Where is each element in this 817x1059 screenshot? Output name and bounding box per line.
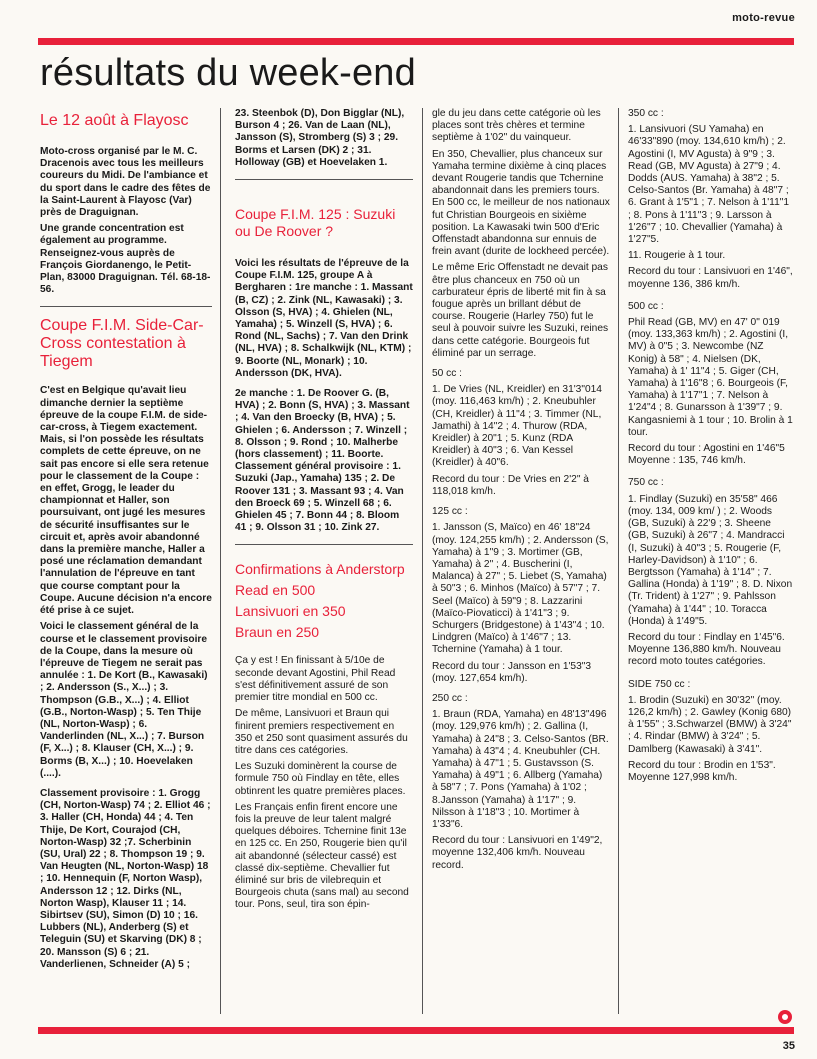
class-350-label: 350 cc : <box>628 108 664 119</box>
results-250: 1. Braun (RDA, Yamaha) en 48'13"496 (moy. 129,976 km/h) ; 2. Gallina (I, Yamaha) à 24"8 ; 3. Celso-Santos (BR. Yamaha) à 43"4 ; 4. Kneubuhler (CH. Yamaha) à 47"1 ; 5. Gustavsson (S. Yamaha) à 49"1 ; 6. Allberg (Yamaha) à 58"7 ; 7. Pons (Yamaha) à 1'02 ; 8.Jansson (Yamaha) à 1'17" ; 9. Nilsson à 1'18"3 ; 10. Mortimer à 1'33"6. <box>432 709 609 830</box>
para-tiegem-2: Voici le classement général de la course et le classement provisoire de la Coupe, dans la mesure où l'épreuve de Tiegem ne serait pas annulée : 1. De Kort (B., Kawasaki) ; 2. Andersson (S., X...) ; 3. Thompson (G.B., X...) ; 4. Elliot (G.B., Norton-Wasp) ; 5. Ten Thije (NL, Norton-Wasp) ; 6. Vanderlinden (NL, X...) ; 7. Burson (F, X...) ; 8. Klauser (CH, X...) ; 9. Borms (B, X...) ; 10. Hoevelaken (....). <box>40 621 208 779</box>
para-anderstorp-7: Le même Eric Offenstadt ne devait pas être plus chanceux en 750 où un carburateur épris de liberté mit fin à sa fougue après un brillant début de course. Rougerie (Harley 750) fut le seul à pouvoir suivre les Suzuki, reines dans cette catégorie. Bourgeois fut éliminé par un serrage. <box>432 262 609 359</box>
divider <box>235 179 413 180</box>
para-bergharen-2: 2e manche : 1. De Roover G. (B, HVA) ; 2. Bonn (S, HVA) ; 3. Massant ; 4. Van den Broecky (B, HVA) ; 5. Ghielen ; 6. Andersson ; 7. Winzell ; 8. Olsson ; 9. Rond ; 10. Malherbe (hors classement) ; 11. Boorte. Classement général provisoire : 1. Suzuki (Jap., Yamaha) 135 ; 2. De Roover 131 ; 3. Massant 93 ; 4. Van den Broeck 69 ; 5. Winzell 68 ; 6. Ghielen 45 ; 7. Bonn 44 ; 8. Bloom 41 ; 9. Olsson 31 ; 10. Zink 27. <box>235 388 410 534</box>
para-anderstorp-3: Les Suzuki dominèrent la course de formule 750 où Findlay en tête, elles obtinrent les quatre premières places. <box>235 761 406 797</box>
results-750: 1. Findlay (Suzuki) en 35'58" 466 (moy. 134, 009 km/ ) ; 2. Woods (GB, Suzuki) à 22'9 ; 3. Sheene (GB, Suzuki) à 26"7 ; 4. Mandracci (I, Suzuki) à 40"3 ; 5. Rougerie (F, Harley-Davidson) à 1'10" ; 6. Bergtsson (Yamaha) à 1'14" ; 7. Gallina (Honda) à 1'19" ; 8. D. Nixon (Tr. Trident) à 1'27" ; 9. Pahlsson (Yamaha) à 1'44" ; 10. Toracca (Honda) à 1'49"5. <box>628 493 793 627</box>
top-red-rule <box>38 38 794 45</box>
heading-flayosc: Le 12 août à Flayosc <box>40 112 189 129</box>
record-125: Record du tour : Jansson en 1'53"3 (moy. 127,654 km/h). <box>432 660 592 684</box>
class-side-label: SIDE 750 cc : <box>628 678 691 690</box>
magazine-name: moto-revue <box>732 12 795 24</box>
magazine-logo-icon <box>778 1010 792 1024</box>
column-3 <box>432 108 610 876</box>
para-classement-cont: 23. Steenbok (D), Don Bigglar (NL), Burson 4 ; 26. Van de Laan (NL), Jansson (S), Stromberg (S) 3 ; 29. Borms et Larsen (DK) 2 ; 31. Holloway (GB) et Hoevelaken 1. <box>235 108 405 168</box>
heading-coupe-125: Coupe F.I.M. 125 : Suzuki ou De Roover ? <box>235 206 396 240</box>
divider <box>235 544 413 545</box>
record-750: Record du tour : Findlay en 1'45"6. Moyenne 136,880 km/h. Nouveau record moto toutes catégories. <box>628 631 785 668</box>
para-anderstorp-2: De même, Lansivuori et Braun qui finirent premiers respectivement en 350 et 250 sont quasiment assurés du titre dans ces catégories. <box>235 708 408 756</box>
results-125: 1. Jansson (S, Maïco) en 46' 18"24 (moy. 124,255 km/h) ; 2. Andersson (S, Yamaha) à 1"9 ; 3. Mortimer (GB, Yamaha) à 2" ; 4. Buscherini (I, Malanca) à 27" ; 5. Liebet (S, Yamaha) à 50"3 ; 6. Minhos (Maïco) à 57"7 ; 7. Seel (Maïco) à 59"9 ; 8. Lazzarini (Maïco-Piovaticci) à 1'41"3 ; 9. Schurgers (Bridgestone) à 1'43"4 ; 10. Lindgren (Maïco) à 1'46"7 ; 13. Tchernine (Yamaha) à 1 tour. <box>432 522 609 656</box>
results-500: Phil Read (GB, MV) en 47' 0" 019 (moy. 133,363 km/h) ; 2. Agostini (I, MV) à 0"5 ; 3. Newcombe (NZ Konig) à 58" ; 4. Nielsen (DK, Yamaha) à 1' 11"4 ; 5. Giger (CH, Yamaha) à 1'16"8 ; 6. Bourgeois (F, Yamaha) à 1'17"1 ; 7. Nelson à 1'24"4 ; 8. Gunarsson à 1'39"7 ; 9. Kangasniemi à 1 tour ; 10. Brolin à 1 tour. <box>628 317 793 438</box>
divider <box>40 306 212 307</box>
class-250-label: 250 cc : <box>432 692 468 704</box>
bottom-red-rule <box>38 1027 794 1034</box>
class-125-label: 125 cc : <box>432 506 468 518</box>
para-bergharen-1: Voici les résultats de l'épreuve de la Coupe F.I.M. 125, groupe A à Bergharen : 1re manche : 1. Massant (B, CZ) ; 2. Zink (NL, Kawasaki) ; 3. Olsson (S, HVA) ; 4. Ghielen (NL, Yamaha) ; 5. Winzell (S, HVA) ; 6. Rond (NL, Sachs) ; 7. Van den Drink (NL, HVA) ; 8. Schalkwijk (NL, KTM) ; 9. Boorte (NL, Monark) ; 10. Andersson (DK, HVA). <box>235 258 413 379</box>
para-flayosc-2: Une grande concentration est également au programme. Renseignez-vous auprès de François Giordanengo, le Petit-Plan, 83000 Draguignan. Tél. 68-18-56. <box>40 223 211 296</box>
para-tiegem-3: Classement provisoire : 1. Grogg (CH, Norton-Wasp) 74 ; 2. Elliot 46 ; 3. Haller (CH, Honda) 44 ; 4. Ten Thije, De Kort, Courajod (CH, Norton-Wasp) 32 ;7. Scherbinin (SU, Ural) 22 ; 8. Thompson 19 ; 9. Van Heugten (NL, Norton-Wasp) 18 ; 10. Hennequin (F, Norton Wasp), Andersson 12 ; 12. Dirks (NL, Norton Wasp), Klauser 11 ; 14. Sibirtsev (SU), Simon (D) 10 ; 16. Lubbers (NL), Anderberg (S) et Teleguin (SU) et Skarving (DK) 8 ; 20. Mansson (S) 6 ; 21. Vanderlienen, Schneider (A) 5 ; <box>40 787 211 970</box>
page-title: résultats du week-end <box>40 52 416 94</box>
results-350: 1. Lansivuori (SU Yamaha) en 46'33"890 (moy. 134,610 km/h) ; 2. Agostini (I, MV Agusta) à 9"9 ; 3. Read (GB, MV Agusta) à 27"9 ; 4. Dodds (AUS. Yamaha) à 38"2 ; 5. Celso-Santos (Br. Yamaha) à 48"7 ; 6. Grant à 1'5"1 ; 7. Nelson à 1'11"1 ; 8. Pons à 1'11"3 ; 9. Larsson à 1'26"7 ; 10. Chevallier (Yamaha) à 1'27"5. <box>628 124 790 246</box>
column-4 <box>628 108 794 788</box>
para-anderstorp-6: En 350, Chevallier, plus chanceux sur Yamaha termine dixième à cinq places devant Rougerie tandis que Tchernine abandonnait dans les premiers tours. En 500 cc, le meilleur de nos nationaux fut Christian Bourgeois en sixième position. La Kawasaki twin 500 d'Eric Offenstadt abandonna sur ennuis de frein avant (durite de lockheed percée). <box>432 148 610 258</box>
results-50: 1. De Vries (NL, Kreidler) en 31'3"014 (moy. 116,463 km/h) ; 2. Kneubuhler (CH, Kreidler) à 11"4 ; 3. Timmer (NL, Jamathi) à 14"2 ; 4. Thurow (RDA, Kreidler) à 20"1 ; 5. Kunz (RDA Kreidler) à 40"3 ; 6. Van Kessel (Kreidler) à 40"6. <box>432 384 602 469</box>
para-anderstorp-1: Ça y est ! En finissant à 5/10e de seconde devant Agostini, Phil Read s'est définitivement assuré de son premier titre mondial en 500 cc. <box>235 655 396 704</box>
column-2 <box>235 108 413 916</box>
record-side: Record du tour : Brodin en 1'53". Moyenne 127,998 km/h. <box>628 759 776 783</box>
class-500-label: 500 cc : <box>628 300 664 312</box>
class-50-label: 50 cc : <box>432 368 463 380</box>
record-350: Record du tour : Lansivuori en 1'46", moyenne 136, 386 km/h. <box>628 266 793 290</box>
class-750-label: 750 cc : <box>628 477 664 489</box>
para-tiegem-1: C'est en Belgique qu'avait lieu dimanche dernier la septième épreuve de la coupe F.I.M. de side-car-cross, à Tiegem exactement. Mais, si l'on possède les résultats complets de cette épreuve, on ne sait pas encore si elle sera retenue pour le classement de la Coupe : en effet, Grogg, le leader du championnat et Haller, son poursuivant, ont jugé les mesures de sécurité insuffisantes sur le circuit et, après avoir abandonné dans la première manche, Haller a posé une réclamation demandant l'annulation de l'épreuve en tant que course comptant pour la Coupe. Aucune décision n'a encore été prise à ce sujet. <box>40 385 212 617</box>
column-rule-2 <box>422 108 423 1014</box>
heading-read: Read en 500 <box>235 582 316 599</box>
results-side: 1. Brodin (Suzuki) en 30'32" (moy. 126,2 km/h) ; 2. Gawley (Konig 680) à 1'55" ; 3.Schwarzel (BMW) à 3'24" ; 4. Rindar (BMW) à 3'24" ; 5. Damlberg (Kawasaki) à 3'41". <box>628 694 792 755</box>
para-anderstorp-5: gle du jeu dans cette catégorie où les places sont très chères et termine septième à 1'02" du vainqueur. <box>432 108 601 144</box>
para-flayosc-1: Moto-cross organisé par le M. C. Dracenois avec tous les meilleurs coureurs du Midi. De l'ambiance et du sport dans le cadre des fêtes de la Saint-Laurent à Flayosc (Var) près de Draguignan. <box>40 146 211 219</box>
record-500: Record du tour : Agostini en 1'46"5 Moyenne : 135, 746 km/h. <box>628 443 785 467</box>
record-250: Record du tour : Lansivuori en 1'49"2, moyenne 132,406 km/h. Nouveau record. <box>432 835 603 871</box>
para-anderstorp-4: Les Français enfin firent encore une fois la preuve de leur talent malgré quelques déboires. Tchernine finit 13e en 125 cc. En 250, Rougerie bien qu'il ait abandonné (sélecteur cassé) est classé dix-septième. Chevallier fut éliminé sur bris de vilebrequin et Bourgeois chuta (sans mal) au second tour. Pons, seul, tira son épin- <box>235 801 409 911</box>
page-number: 35 <box>782 1040 795 1052</box>
heading-side-car: Coupe F.I.M. Side-Car-Cross contestation à Tiegem <box>40 317 204 371</box>
heading-lansivuori: Lansivuori en 350 <box>235 603 346 620</box>
results-350-rougerie: 11. Rougerie à 1 tour. <box>628 250 726 262</box>
column-rule-1 <box>220 108 221 1014</box>
column-1 <box>40 108 212 975</box>
record-50: Record du tour : De Vries en 2'2" à 118,018 km/h. <box>432 473 589 497</box>
heading-anderstorp: Confirmations à Anderstorp <box>235 561 405 578</box>
heading-braun: Braun en 250 <box>235 624 320 641</box>
column-rule-3 <box>618 108 619 1014</box>
